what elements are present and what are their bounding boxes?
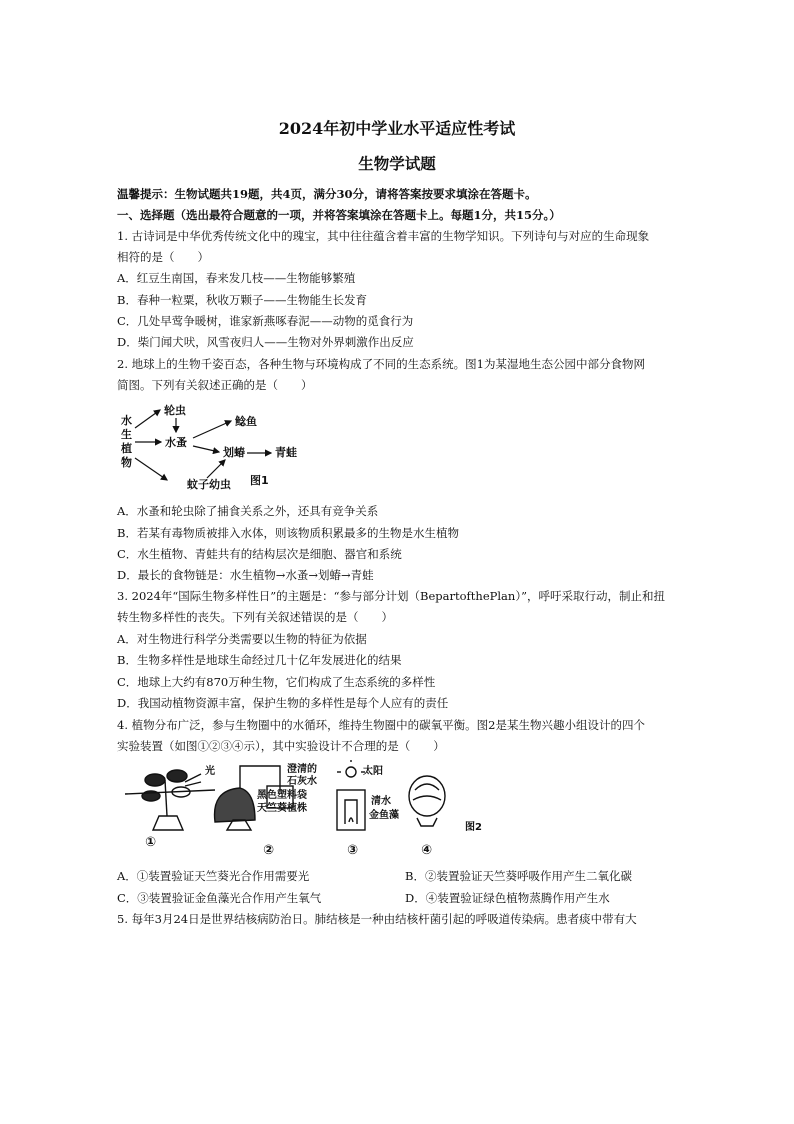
label-2: ② [263, 843, 275, 858]
q2-stem-line2: 简图。下列有关叙述正确的是（ ） [117, 378, 313, 392]
q1-option-c: C．几处早莺争暖树，谁家新燕啄春泥——动物的觅食行为 [117, 314, 414, 328]
q1-option-b: B．春种一粒粟，秋收万颗子——生物能生长发育 [117, 293, 367, 307]
q3-option-d: D．我国动植物资源丰富，保护生物的多样性是每个人应有的责任 [117, 696, 449, 710]
q4-option-c: C．③装置验证金鱼藻光合作用产生氧气 [117, 891, 322, 905]
q3-option-b: B．生物多样性是地球生命经过几十亿年发展进化的结果 [117, 653, 402, 667]
q1-option-a: A．红豆生南国，春来发几枝——生物能够繁殖 [117, 271, 356, 285]
q2-stem-line1: 2. 地球上的生物千姿百态，各种生物与环境构成了不同的生态系统。图1为某湿地生态公园中部分食物网 [117, 357, 645, 371]
label-sun: 太阳 [363, 766, 383, 777]
q3-option-a: A．对生物进行科学分类需要以生物的特征为依据 [117, 632, 367, 646]
label-water: 清水 [371, 796, 391, 807]
label-limewater-1: 澄清的 [287, 764, 317, 775]
section-heading: 一、选择题（选出最符合题意的一项，并将答案填涂在答题卡上。每题1分，共15分。） [117, 208, 561, 222]
node-daphnia: 水蚤 [165, 436, 187, 449]
food-web-figure [115, 398, 305, 496]
label-algae: 金鱼藻 [369, 810, 399, 821]
q4-option-d: D．④装置验证绿色植物蒸腾作用产生水 [405, 891, 610, 905]
setup-4-bag [409, 776, 445, 826]
notice: 温馨提示：生物试题共19题，共4页，满分30分，请将答案按要求填涂在答题卡。 [117, 187, 537, 201]
q2-option-c: C．水生植物、青蛙共有的结构层次是细胞、器官和系统 [117, 547, 402, 561]
node-plant-2: 生 [121, 428, 132, 441]
q1-stem-line2: 相符的是（ ） [117, 250, 209, 264]
figure-1-label: 图1 [250, 474, 269, 487]
label-3: ③ [347, 843, 359, 858]
q4-stem-line1: 4. 植物分布广泛，参与生物圈中的水循环，维持生物圈中的碳氧平衡。图2是某生物兴趣小组设计的四个 [117, 718, 645, 732]
exam-subtitle: 生物学试题 [358, 154, 436, 173]
q1-option-d: D．柴门闻犬吠，风雪夜归人——生物对外界刺激作出反应 [117, 335, 414, 349]
label-plant: 天竺葵植株 [257, 803, 307, 814]
q4-option-a: A．①装置验证天竺葵光合作用需要光 [117, 869, 310, 883]
node-catfish: 鲶鱼 [235, 415, 257, 428]
setup-3-beaker [337, 760, 365, 830]
label-4: ④ [421, 843, 433, 858]
setup-1-plant [125, 770, 215, 830]
exam-title: 2024年初中学业水平适应性考试 [278, 119, 516, 138]
node-plant-3: 植 [121, 442, 132, 455]
q5-stem-line1: 5. 每年3月24日是世界结核病防治日。肺结核是一种由结核杆菌引起的呼吸道传染病。患者痰中带有大 [117, 912, 637, 926]
label-limewater-2: 石灰水 [287, 776, 317, 787]
label-light: 光 [205, 766, 215, 777]
q3-stem-line1: 3. 2024年“国际生物多样性日”的主题是：“参与部分计划（BepartofthePlan）”，呼吁采取行动，制止和扭 [117, 589, 665, 603]
node-plant-4: 物 [121, 456, 132, 469]
label-bag: 黑色塑料袋 [257, 790, 307, 801]
q4-option-b: B．②装置验证天竺葵呼吸作用产生二氧化碳 [405, 869, 632, 883]
q2-option-d: D．最长的食物链是：水生植物→水蚤→划蝽→青蛙 [117, 568, 374, 582]
figure-2-label: 图2 [465, 822, 482, 833]
node-rotifer: 轮虫 [164, 404, 186, 417]
experiment-setups-figure [115, 760, 495, 860]
label-1: ① [145, 835, 157, 850]
q2-option-a: A．水蚤和轮虫除了捕食关系之外，还具有竞争关系 [117, 504, 379, 518]
q3-stem-line2: 转生物多样性的丧失。下列有关叙述错误的是（ ） [117, 610, 393, 624]
q2-option-b: B．若某有毒物质被排入水体，则该物质积累最多的生物是水生植物 [117, 526, 459, 540]
q1-stem-line1: 1. 古诗词是中华优秀传统文化中的瑰宝，其中往往蕴含着丰富的生物学知识。下列诗句与对应的生命现象 [117, 229, 650, 243]
node-frog: 青蛙 [275, 446, 297, 459]
q3-option-c: C．地球上大约有870万种生物，它们构成了生态系统的多样性 [117, 675, 436, 689]
node-mosquito: 蚊子幼虫 [187, 478, 231, 491]
q4-stem-line2: 实验装置（如图①②③④示），其中实验设计不合理的是（ ） [117, 739, 445, 753]
node-dragonfly: 划蝽 [223, 446, 245, 459]
node-plant-1: 水 [121, 414, 132, 427]
